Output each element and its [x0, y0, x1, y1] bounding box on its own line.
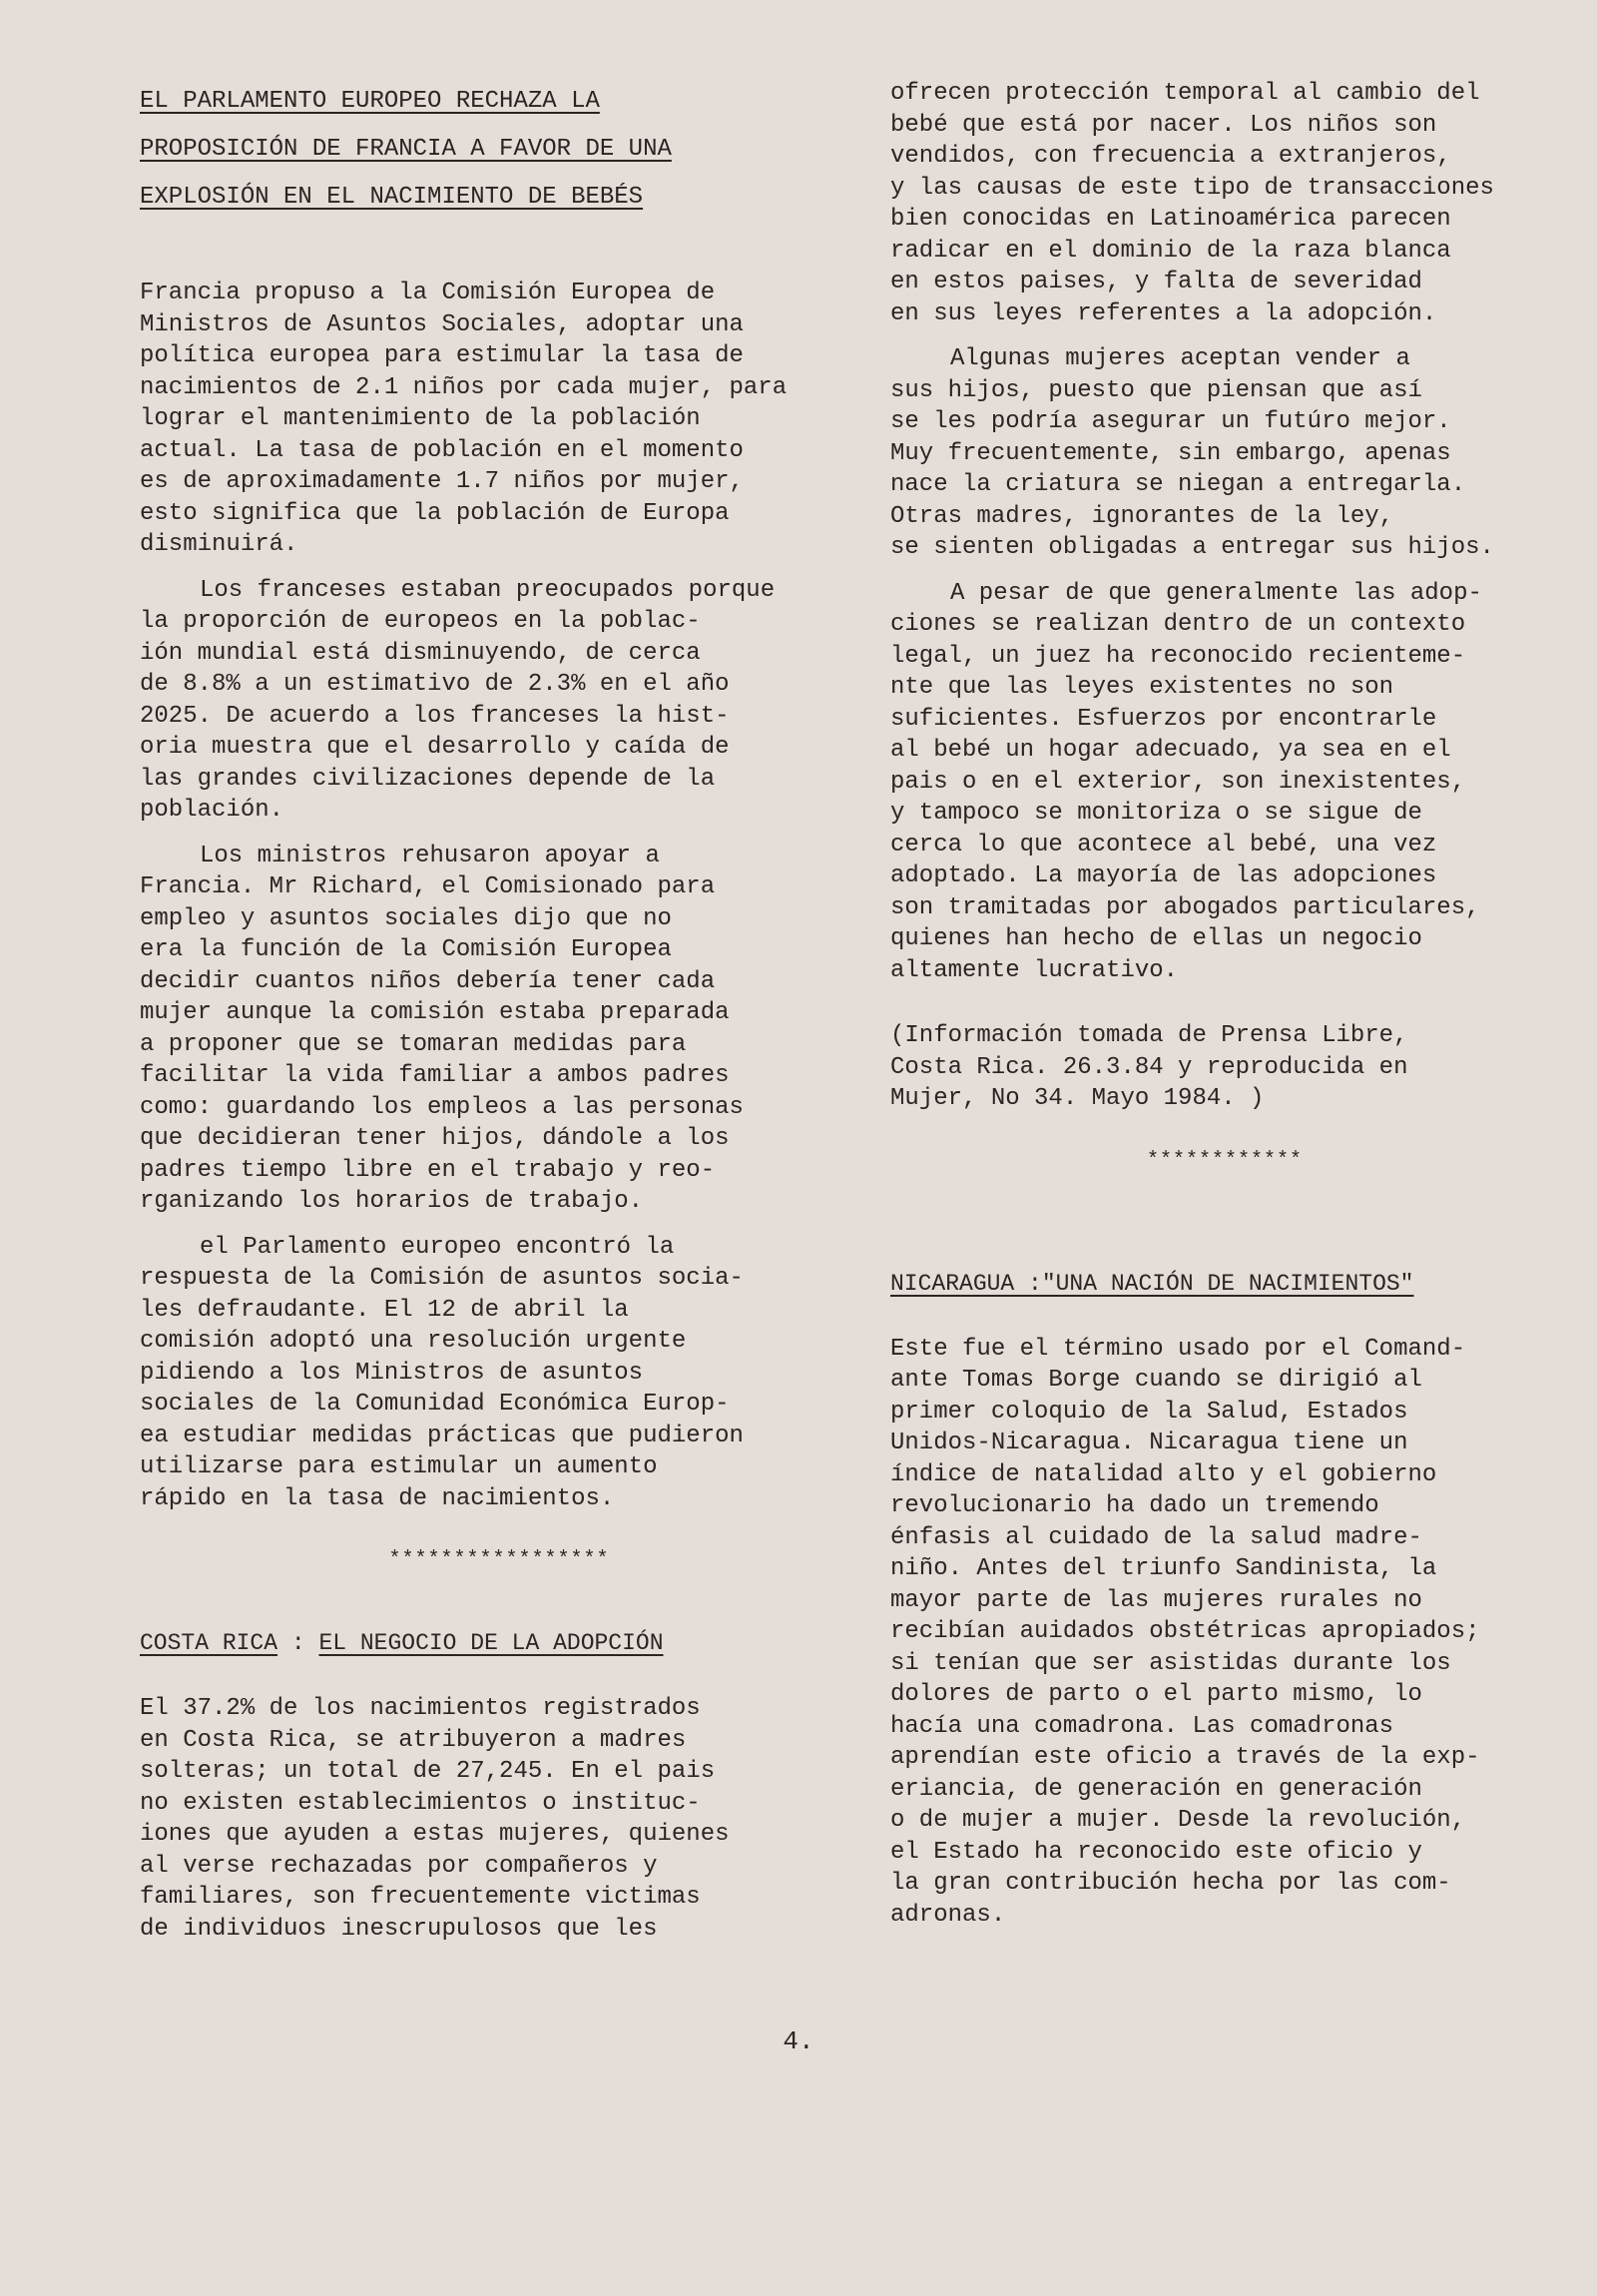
- spacer: [140, 222, 858, 278]
- headline-line: PROPOSICIÓN DE FRANCIA A FAVOR DE UNA: [140, 136, 672, 163]
- heading-title: NICARAGUA :"UNA NACIÓN DE NACIMIENTOS": [890, 1270, 1414, 1297]
- spacer: [890, 1300, 1559, 1334]
- nicaragua-heading: [890, 1268, 1559, 1300]
- spacer: [140, 561, 858, 575]
- headline-line: EL PARLAMENTO EUROPEO RECHAZA LA: [140, 88, 600, 115]
- section-separator: *****************: [388, 1548, 610, 1571]
- article-paragraph: ofrecen protección temporal al cambio del bebé que está por nacer. Los niños son vendidos, con frecuencia a extranjeros, y las causas de este tipo de transacciones bien conocidas en Latinoamérica parecen radicar en el dominio de la raza blanca en estos paises, y falta de severidad en sus leyes referentes a la adopción.: [890, 80, 1494, 327]
- spacer: [890, 986, 1559, 1020]
- costa-rica-heading: [140, 1627, 858, 1659]
- source-note: (Información tomada de Prensa Libre, Costa Rica. 26.3.84 y reproducida en Mujer, No 34. Mayo 1984. ): [890, 1022, 1408, 1112]
- article-paragraph: A pesar de que generalmente las adop- ciones se realizan dentro de un contexto legal, un juez ha reconocido recienteme- nte que las leyes existentes no son suficientes. Esfuerzos por encontrarle al bebé un hogar adecuado, ya sea en el pais o en el exterior, son inexistentes, y tampoco se monitoriza o se sigue de cerca lo que acontece al bebé, una vez adoptado. La mayoría de las adopciones son tramitadas por abogados particulares, quienes han hecho de ellas un negocio altamente lucrativo.: [890, 579, 1482, 984]
- right-column: [890, 78, 1559, 1931]
- article-paragraph: Francia propuso a la Comisión Europea de Ministros de Asuntos Sociales, adoptar una política europea para estimular la tasa de nacimientos de 2.1 niños por cada mujer, para lograr el mantenimiento de la población actual. La tasa de población en el momento es de aproximadamente 1.7 niños por mujer, esto significa que la población de Europa disminuirá.: [140, 280, 788, 558]
- heading-separator: :: [277, 1630, 319, 1656]
- page-number: 4.: [783, 2026, 814, 2056]
- spacer: [140, 1659, 858, 1693]
- article-paragraph: el Parlamento europeo encontró la respuesta de la Comisión de asuntos socia- les defraudante. El 12 de abril la comisión adoptó una resolución urgente pidiendo a los Ministros de asuntos sociales de la Comunidad Económica Europ- ea estudiar medidas prácticas que pudieron utilizarse para estimular un aumento rápido en la tasa de nacimientos.: [140, 1233, 744, 1512]
- left-column: [140, 78, 858, 1945]
- article-paragraph: Los ministros rehusaron apoyar a Francia. Mr Richard, el Comisionado para empleo y asuntos sociales dijo que no era la función de la Comisión Europea decidir cuantos niños debería tener cada mujer aunque la comisión estaba preparada a proponer que se tomaran medidas para facilitar la vida familiar a ambos padres como: guardando los empleos a las personas que decidieran tener hijos, dándole a los padres tiempo libre en el trabajo y reo- rganizando los horarios de trabajo.: [140, 842, 744, 1215]
- europe-article-headline: [140, 78, 858, 222]
- spacer: [890, 1115, 1559, 1149]
- spacer: [140, 827, 858, 841]
- section-separator: ************: [1146, 1148, 1304, 1172]
- spacer: [140, 1571, 858, 1627]
- spacer: [140, 1218, 858, 1232]
- spacer: [890, 564, 1559, 578]
- article-paragraph: El 37.2% de los nacimientos registrados en Costa Rica, se atribuyeron a madres solteras; un total de 27,245. En el pais no existen establecimientos o instituc- iones que ayuden a estas mujeres, quienes al verse rechazadas por compañeros y familiares, son frecuentemente victimas de individuos inescrupulosos que les: [140, 1695, 730, 1943]
- spacer: [140, 1514, 858, 1548]
- heading-country: COSTA RICA: [140, 1630, 278, 1656]
- article-paragraph: Este fue el término usado por el Comand- ante Tomas Borge cuando se dirigió al primer coloquio de la Salud, Estados Unidos-Nicaragua. Nicaragua tiene un índice de natalidad alto y el gobierno revolucionario ha dado un tremendo énfasis al cuidado de la salud madre- niño. Antes del triunfo Sandinista, la mayor parte de las mujeres rurales no recibían auidados obstétricas apropiados; si tenían que ser asistidas durante los dolores de parto o el parto mismo, lo hacía una comadrona. Las comadronas aprendían este oficio a través de la exp- eriancia, de generación en generación o de mujer a mujer. Desde la revolución, el Estado ha reconocido este oficio y la gran contribución hecha por las com- adronas.: [890, 1335, 1480, 1929]
- spacer: [890, 1172, 1559, 1268]
- heading-title: EL NEGOCIO DE LA ADOPCIÓN: [318, 1630, 664, 1656]
- spacer: [890, 329, 1559, 343]
- article-paragraph: Los franceses estaban preocupados porque la proporción de europeos en la poblac- ión mundial está disminuyendo, de cerca de 8.8% a un estimativo de 2.3% en el año 2025. De acuerdo a los franceses la hist- oria muestra que el desarrollo y caída de las grandes civilizaciones depende de la población.: [140, 576, 776, 824]
- headline-line: EXPLOSIÓN EN EL NACIMIENTO DE BEBÉS: [140, 184, 644, 211]
- article-paragraph: Algunas mujeres aceptan vender a sus hijos, puesto que piensan que así se les podría asegurar un futúro mejor. Muy frecuentemente, sin embargo, apenas nace la criatura se niegan a entregarla. Otras madres, ignorantes de la ley, se sienten obligadas a entregar sus hijos.: [890, 345, 1494, 561]
